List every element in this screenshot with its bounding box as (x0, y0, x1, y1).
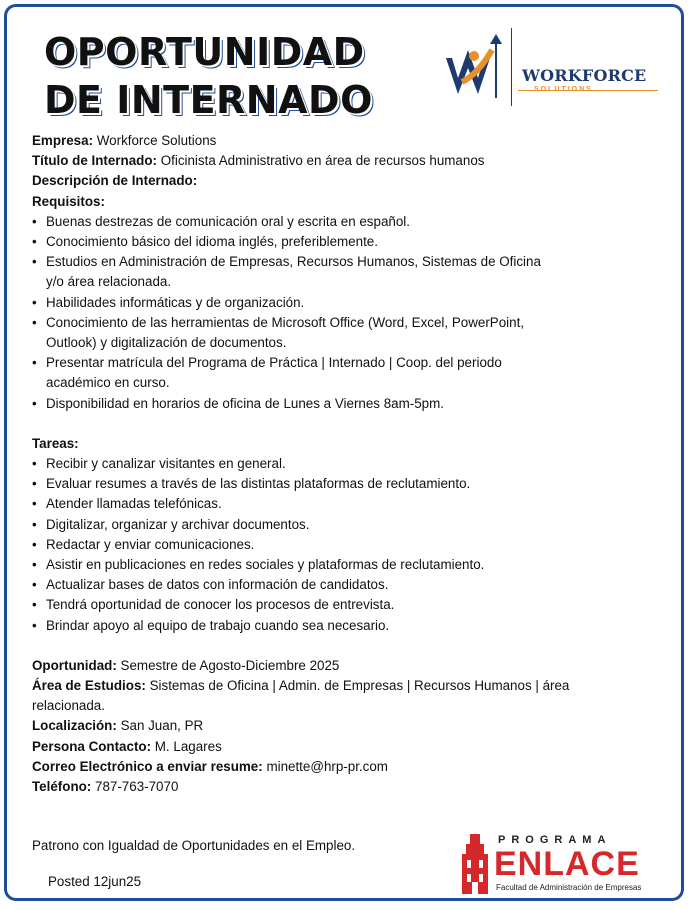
empresa-line (32, 131, 662, 151)
requisitos-list (32, 212, 662, 414)
telefono-line (32, 777, 662, 797)
area-line-2: relacionada. (32, 698, 105, 714)
list-item-line: Outlook) y digitalización de documentos. (46, 335, 287, 351)
list-item: • Evaluar resumes a través de las distintas plataformas de reclutamiento. (32, 474, 662, 494)
descripcion-label: Descripción de Internado: (32, 173, 198, 189)
localizacion-label: Localización: (32, 718, 117, 734)
contacto-line (32, 737, 662, 757)
enlace-word: ENLACE (494, 845, 640, 883)
list-item: • Tendrá oportunidad de conocer los procesos de entrevista. (32, 595, 662, 615)
correo-label: Correo Electrónico a enviar resume: (32, 758, 263, 774)
list-item (32, 252, 662, 292)
workforce-name: WORKFORCE (522, 66, 647, 85)
page-title (44, 28, 373, 124)
building-tower-icon (458, 832, 492, 896)
posted-date: Posted 12jun25 (48, 874, 142, 889)
workforce-sub: SOLUTIONS (534, 86, 593, 93)
requisitos-label: Requisitos: (32, 193, 105, 209)
contacto-value: M. Lagares (154, 738, 222, 754)
equal-opportunity-text: Patrono con Igualdad de Oportunidades en el Empleo. (32, 838, 356, 853)
oportunidad-value: Semestre de Agosto-Diciembre 2025 (120, 657, 340, 673)
workforce-mark-icon (444, 28, 510, 106)
telefono-label: Teléfono: (32, 779, 92, 795)
correo-value[interactable]: minette@hrp-pr.com (266, 758, 388, 774)
correo-line (32, 757, 662, 777)
tareas-label: Tareas: (32, 435, 79, 451)
list-item: • Atender llamadas telefónicas. (32, 494, 662, 514)
enlace-programa: PROGRAMA (498, 834, 612, 846)
contacto-label: Persona Contacto: (32, 738, 152, 754)
area-line (32, 676, 662, 696)
list-item-line: y/o área relacionada. (46, 274, 172, 290)
titulo-line (32, 151, 662, 171)
area-value: Sistemas de Oficina | Admin. de Empresas | Recursos Humanos | área (149, 678, 570, 694)
list-item: • Conocimiento básico del idioma inglés, preferiblemente. (32, 232, 662, 252)
localizacion-value: San Juan, PR (120, 718, 204, 734)
empresa-value: Workforce Solutions (96, 133, 217, 148)
title-line-1: OPORTUNIDAD (44, 30, 365, 74)
list-item (32, 313, 662, 353)
titulo-value: Oficinista Administrativo en área de recursos humanos (160, 153, 485, 169)
list-item: • Redactar y enviar comunicaciones. (32, 535, 662, 555)
enlace-logo (458, 832, 668, 896)
telefono-value: 787-763-7070 (95, 779, 179, 795)
list-item-line: académico en curso. (46, 375, 170, 391)
workforce-logo (444, 28, 664, 108)
list-item-line: • Conocimiento de las herramientas de Microsoft Office (Word, Excel, PowerPoint, (46, 314, 525, 330)
list-item-line: • Presentar matrícula del Programa de Práctica | Internado | Coop. del periodo (46, 355, 502, 371)
list-item: • Brindar apoyo al equipo de trabajo cuando sea necesario. (32, 616, 662, 636)
empresa-label: Empresa: (32, 133, 94, 148)
oportunidad-line (32, 656, 662, 676)
list-item (32, 353, 662, 393)
workforce-separator (511, 28, 512, 106)
titulo-label: Título de Internado: (32, 153, 157, 169)
title-line-2: DE INTERNADO (44, 78, 373, 122)
list-item: • Asistir en publicaciones en redes sociales y plataformas de reclutamiento. (32, 555, 662, 575)
list-item-line: • Estudios en Administración de Empresas, Recursos Humanos, Sistemas de Oficina (46, 254, 541, 270)
list-item: • Digitalizar, organizar y archivar documentos. (32, 515, 662, 535)
list-item: • Buenas destrezas de comunicación oral y escrita en español. (32, 212, 662, 232)
list-item: • Habilidades informáticas y de organización. (32, 293, 662, 313)
tareas-list (32, 454, 662, 636)
list-item: • Actualizar bases de datos con información de candidatos. (32, 575, 662, 595)
posting-body (32, 131, 662, 797)
oportunidad-label: Oportunidad: (32, 657, 117, 673)
list-item: • Disponibilidad en horarios de oficina de Lunes a Viernes 8am-5pm. (32, 394, 662, 414)
list-item: • Recibir y canalizar visitantes en general. (32, 454, 662, 474)
area-label: Área de Estudios: (32, 678, 146, 694)
localizacion-line (32, 716, 662, 736)
enlace-subtitle: Facultad de Administración de Empresas (496, 883, 642, 892)
